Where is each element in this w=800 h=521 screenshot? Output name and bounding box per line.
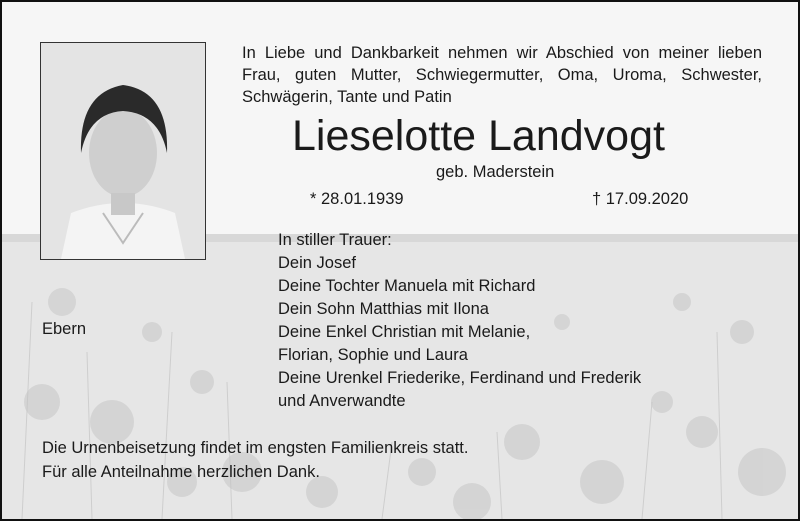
mourner-line: Dein Sohn Matthias mit Ilona bbox=[278, 300, 489, 318]
mourner-line: Deine Urenkel Friederike, Ferdinand und Frederik bbox=[278, 369, 642, 387]
death-date: † 17.09.2020 bbox=[592, 190, 689, 208]
mourner-line: Florian, Sophie und Laura bbox=[278, 346, 468, 364]
mourner-line: und Anverwandte bbox=[278, 392, 406, 410]
mourner-line: Dein Josef bbox=[278, 254, 356, 272]
mourning-heading: In stiller Trauer: bbox=[278, 231, 392, 249]
thanks-note: Für alle Anteilnahme herzlichen Dank. bbox=[42, 463, 320, 481]
place-name: Ebern bbox=[42, 320, 87, 338]
birth-date: * 28.01.1939 bbox=[310, 190, 404, 208]
burial-note: Die Urnenbeisetzung findet im engsten Familienkreis statt. bbox=[42, 439, 469, 457]
mourners-list bbox=[278, 229, 641, 413]
portrait-photo bbox=[40, 42, 206, 260]
mourner-line: Deine Tochter Manuela mit Richard bbox=[278, 277, 536, 295]
footer-notes bbox=[42, 436, 468, 484]
intro-text: In Liebe und Dankbarkeit nehmen wir Abschied von meiner lieben Frau, guten Mutter, Schwiegermutter, Oma, Uroma, Schwester, Schwägerin, Tante und Patin bbox=[242, 44, 762, 106]
mourner-line: Deine Enkel Christian mit Melanie, bbox=[278, 323, 531, 341]
birth-name: geb. Maderstein bbox=[436, 163, 555, 181]
deceased-name: Lieselotte Landvogt bbox=[292, 112, 665, 160]
